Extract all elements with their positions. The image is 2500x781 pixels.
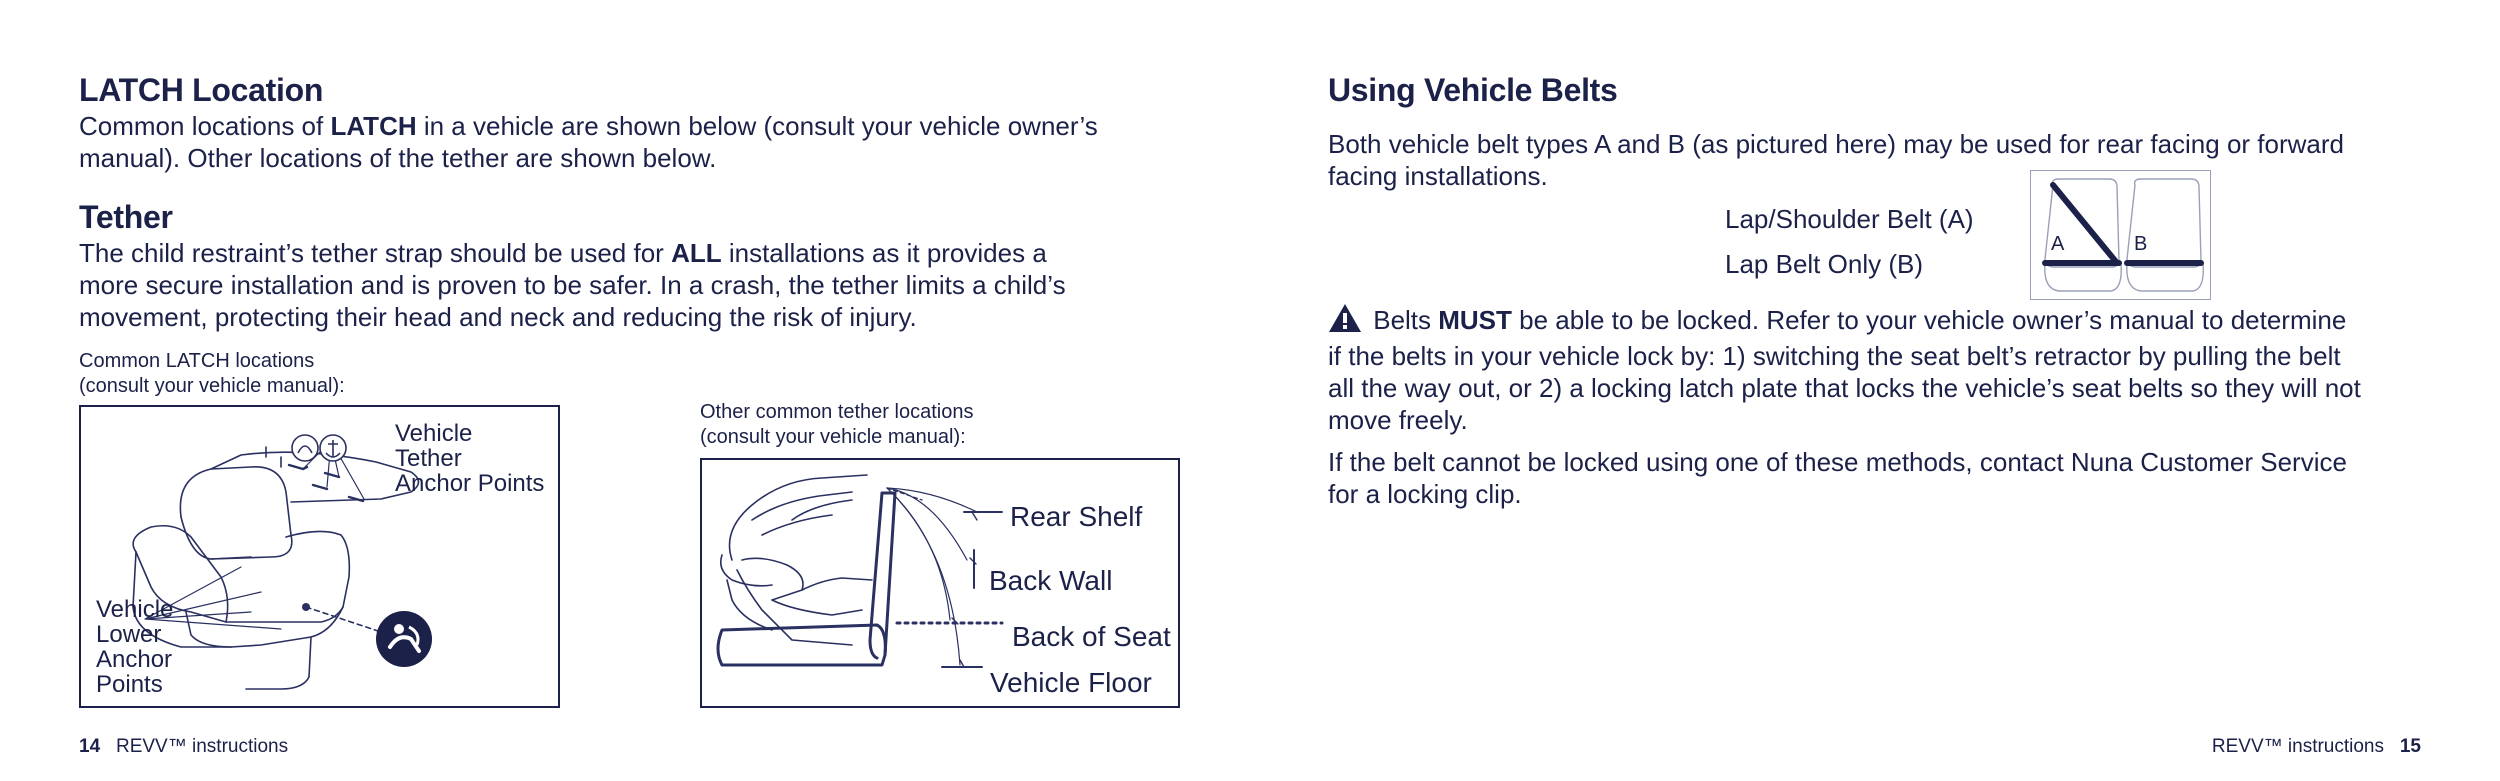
belt-a-label: Lap/Shoulder Belt (A) [1725, 204, 1974, 234]
belts-intro-line-2: facing installations. [1328, 161, 1548, 191]
latch-body-text: Common locations of [79, 111, 331, 141]
warning-line-2: if the belts in your vehicle lock by: 1) switching the seat belt’s retractor by pulling the belt [1328, 341, 2341, 371]
tether-body-text: The child restraint’s tether strap should be used for [79, 238, 672, 268]
left-footer-title: REVV™ instructions [115, 736, 289, 757]
belts-intro-line-1: Both vehicle belt types A and B (as pictured here) may be used for rear facing or forward [1328, 129, 2344, 159]
rear-shelf-label: Rear Shelf [1010, 501, 1143, 532]
lower-label-line-1: Vehicle [96, 596, 174, 623]
contact-line-2: for a locking clip. [1328, 479, 1522, 509]
tether-body [79, 237, 1199, 333]
tether-figure [700, 458, 1180, 708]
latch-body-line-2: manual). Other locations of the tether are shown below. [79, 143, 717, 173]
left-page-number: 14 [79, 736, 101, 757]
belts-intro [1328, 128, 2448, 192]
tether-body-line-3: movement, protecting their head and neck and reducing the risk of injury. [79, 302, 917, 332]
latch-caption-line-2: (consult your vehicle manual): [79, 375, 345, 397]
latch-caption-line-1: Common LATCH locations [79, 350, 315, 372]
latch-body-bold: LATCH [330, 111, 417, 141]
warning-text-2: be able to be locked. Refer to your vehicle owner’s manual to determine [1511, 305, 2347, 335]
warning-icon [1328, 303, 1362, 340]
latch-figure-caption [79, 349, 345, 399]
tether-caption-line-1: Other common tether locations [700, 401, 974, 423]
tether-body-line-2: more secure installation and is proven to be safer. In a crash, the tether limits a child’s [79, 270, 1066, 300]
belt-b-label: Lap Belt Only (B) [1725, 249, 1923, 279]
seat-a-letter: A [2051, 233, 2065, 255]
tether-body-text-2: installations as it provides a [721, 238, 1047, 268]
back-wall-label: Back Wall [989, 565, 1113, 596]
left-footer [79, 736, 288, 758]
tether-label-line-3: Anchor Points [395, 470, 545, 497]
latch-heading: LATCH Location [79, 72, 324, 108]
latch-symbol-icon [376, 611, 432, 667]
tether-label-line-2: Tether [395, 445, 462, 472]
belts-heading: Using Vehicle Belts [1328, 72, 1618, 108]
right-footer [2212, 736, 2421, 758]
latch-body [79, 110, 1199, 174]
warning-text: Belts [1366, 305, 1439, 335]
warning-bold: MUST [1438, 305, 1512, 335]
contact-line-1: If the belt cannot be locked using one of these methods, contact Nuna Customer Service [1328, 447, 2347, 477]
right-footer-title: REVV™ instructions [2211, 736, 2385, 757]
tether-label-line-1: Vehicle [395, 420, 473, 447]
warning-paragraph [1328, 303, 2478, 436]
contact-paragraph [1328, 446, 2478, 510]
back-of-seat-label: Back of Seat [1012, 621, 1171, 652]
belt-types-figure [2030, 170, 2211, 300]
latch-body-text-2: in a vehicle are shown below (consult your vehicle owner’s [416, 111, 1098, 141]
tether-heading: Tether [79, 199, 173, 235]
lower-label-line-3: Anchor [96, 646, 173, 673]
seat-b-letter: B [2134, 233, 2148, 255]
vehicle-floor-label: Vehicle Floor [990, 667, 1152, 698]
lower-label-line-2: Lower [96, 621, 162, 648]
tether-figure-caption [700, 400, 973, 450]
warning-line-3: all the way out, or 2) a locking latch plate that locks the vehicle’s seat belts so they will not [1328, 373, 2361, 403]
tether-body-bold: ALL [671, 238, 722, 268]
warning-line-4: move freely. [1328, 405, 1468, 435]
tether-anchor-symbols [292, 435, 346, 461]
right-page-number: 15 [2399, 736, 2421, 757]
tether-caption-line-2: (consult your vehicle manual): [700, 426, 966, 448]
tether-anchor-label [395, 421, 544, 496]
lower-label-line-4: Points [96, 671, 163, 698]
latch-figure [79, 405, 560, 708]
lower-anchor-label [96, 597, 173, 697]
